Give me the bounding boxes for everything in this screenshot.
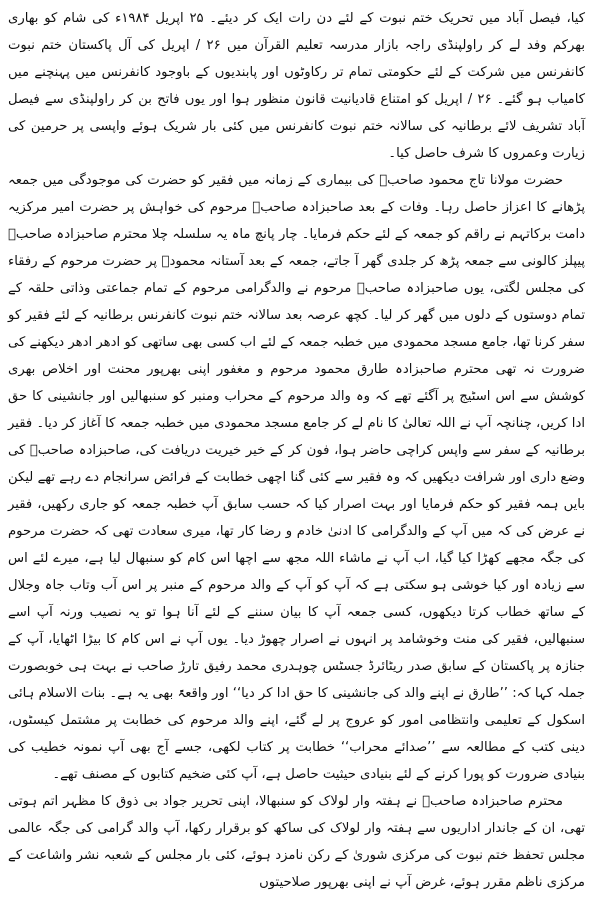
paragraph-jumua-khitabat: حضرت مولانا تاج محمود صاحبؒ کی بیماری کے زمانہ میں فقیر کو حضرت کی موجودگی میں جمعہ پڑھانے کا اعزاز حاصل رہا۔ وفات کے بعد صاحبزادہ صاحبؒ مرحوم کی خواہش پر حضرت امیر مرکزیہ دامت برکاتہم نے راقم کو جمعہ کے لئے حکم فرمایا۔ چار پانچ ماہ یہ سلسلہ چلا محترم صاحبزادہ صاحبؒ پیپلز کالونی سے جمعہ پڑھ کر جلدی گھر آ جاتے، جمعہ کے بعد آستانہ محمودؒ پر حضرت مرحوم کے رفقاء کی مجلس لگتی، یوں صاحبزادہ صاحبؒ مرحوم نے والدگرامی مرحوم کے تمام جماعتی وذاتی حلقہ کے تمام دوستوں کے دلوں میں گھر کر لیا۔ کچھ عرصہ بعد سالانہ ختم نبوت کانفرنس برطانیہ کے لئے فقیر کو سفر کرنا تھا، جامع مسجد محمودی میں خطبہ جمعہ کے لئے اب کسی بھی ساتھی کو ادھر ادھر دیکھنے کی ضرورت نہ تھی محترم صاحبزادہ طارق محمود مرحوم و مغفور اپنی بھرپور محنت اور اخلاص بھری کوشش سے اس اسٹیج پر آگئے تھے کہ وہ والد مرحوم کے محراب ومنبر کو سنبھالیں اور جانشینی کا حق ادا کریں، چنانچہ آپ نے اللہ تعالیٰ کا نام لے کر جامع مسجد محمودی میں خطبہ جمعہ کا آغاز کر دیا۔ فقیر برطانیہ کے سفر سے واپس کراچی حاضر ہوا، فون کر کے خیر خیریت دریافت کی، صاحبزادہ صاحبؒ کی وضع داری اور شرافت دیکھیں کہ وہ فقیر سے کئی گنا اچھی خطابت کے فرائض سرانجام دے رہے تھے لیکن بایں ہمہ فقیر کو حکم فرمایا اور بہت اصرار کیا کہ حسب سابق آپ خطبہ جمعہ کو جاری رکھیں، فقیر نے عرض کی کہ میں آپ کے والدگرامی کا ادنیٰ خادم و رضا کار تھا، میری سعادت تھی کہ حضرت مرحوم کی جگہ مجھے کھڑا کیا گیا، اب آپ نے ماشاء اللہ مجھ سے اچھا اس کام کو سنبھال لیا ہے، میرے لئے اس سے زیادہ اور کیا خوشی ہو سکتی ہے کہ آپ کو آپ کے والد مرحوم کے منبر پر اس آب وتاب جاہ وجلال کے ساتھ خطاب کرتا دیکھوں، کسی جمعہ آپ کا بیان سننے کے لئے آنا ہوا تو یہ نصیب ورنہ آپ اسے سنبھالیں، فقیر کی منت وخوشامد پر انہوں نے اصرار چھوڑ دیا۔ یوں آپ نے اس کام کا بیڑا اٹھایا، آپ کے جنازہ پر پاکستان کے سابق صدر ریٹائرڈ جسٹس چوہدری محمد رفیق تارڑ صاحب نے بہت ہی خوبصورت جملہ کہا کہ: ’’طارق نے اپنے والد کی جانشینی کا حق ادا کر دیا‘‘ اور واقعۃً بھی یہ ہے۔ بنات الاسلام ہائی اسکول کے تعلیمی وانتظامی امور کو عروج پر لے گئے، اپنے والد مرحوم کی خطابت پر مشتمل کیسٹوں، دینی کتب کے مطالعہ سے ’’صدائے محراب‘‘ خطابت پر کتاب لکھی، جسے آج بھی آپ نمونہ خطیب کی بنیادی ضرورت کو پورا کرنے کے لئے بنیادی حیثیت حاصل ہے، آپ کئی ضخیم کتابوں کے مصنف تھے۔ — [8, 172, 585, 782]
paragraph-lolak: محترم صاحبزادہ صاحبؒ نے ہفتہ وار لولاک کو سنبھالا، اپنی تحریر جواد بی ذوق کا مظہر اتم ہوتی تھی، ان کے جاندار اداریوں سے ہفتہ وار لولاک کی ساکھ کو برقرار رکھا، آپ والد گرامی کی جگہ عالمی مجلس تحفظ ختم نبوت کی مرکزی شوریٰ کے رکن نامزد ہوئے، کئی بار مجلس کے شعبہ نشر واشاعت کے مرکزی ناظم مقرر ہوئے، غرض آپ نے اپنی بھرپور صلاحیتوں — [8, 793, 585, 890]
article-body — [8, 6, 585, 896]
paragraph-kanfrens: کیا، فیصل آباد میں تحریک ختم نبوت کے لئے دن رات ایک کر دیئے۔ ۲۵ اپریل ۱۹۸۴ء کی شام کو بھاری بھرکم وفد لے کر راولپنڈی راجہ بازار مدرسہ تعلیم القرآن میں ۲۶ / اپریل کی آل پاکستان ختم نبوت کانفرنس میں شرکت کے لئے حکومتی تمام تر رکاوٹوں اور پابندیوں کے باوجود کانفرنس میں پہنچنے میں کامیاب ہو گئے۔ ۲۶ / اپریل کو امتناع قادیانیت قانون منظور ہوا اور یوں فاتح بن کر راولپنڈی سے فیصل آباد تشریف لائے برطانیہ کی سالانہ ختم نبوت کانفرنس میں کئی بار شریک ہوئے واپسی پر حرمین کی زیارت وعمروں کا شرف حاصل کیا۔ — [8, 11, 585, 161]
